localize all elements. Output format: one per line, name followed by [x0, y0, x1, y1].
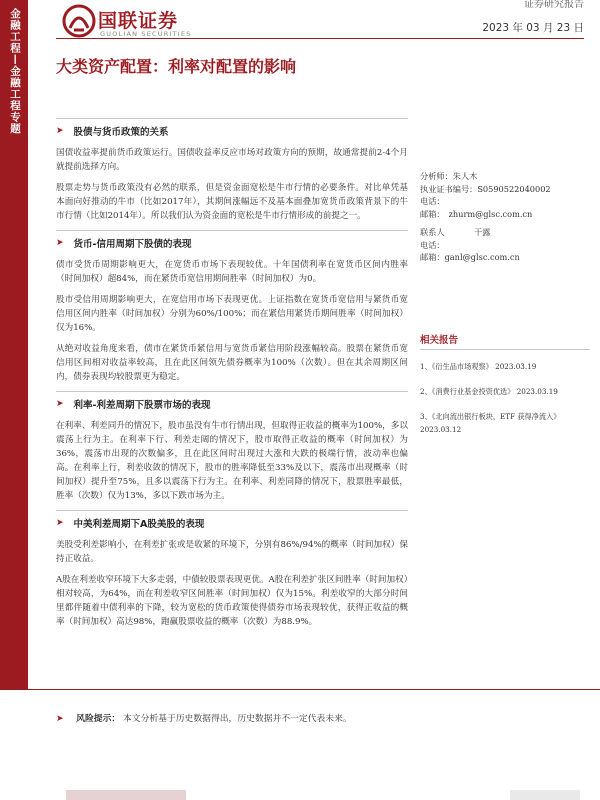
- section-heading: ➤ 货币-信用周期下股债的表现: [56, 230, 408, 250]
- report-type: 证券研究报告: [524, 0, 584, 10]
- risk-notice: [56, 712, 408, 727]
- section-1: [56, 118, 408, 223]
- contact-name: 干露: [474, 227, 491, 237]
- paragraph: A股在利差收窄环境下大多走弱，中債较股票表现更优。A股在利差扩张区间胜率（时间加权）相对较高，为64%，而在利差收窄区间胜率（时间加权）仅为15%。利差收窄的大部分时间里都伴随着中债利率的下降，较为宽松的货币政策使得债券市场表现较优，获得正收益的概率（时间加权）高达98%，跑赢股票收益的概率（次数）为88.9%。: [56, 575, 408, 627]
- paragraph: 股票走势与货币政策没有必然的联系，但是资金面宽松是牛市行情的必要条件。对比单凭基本面向好推动的牛市（比如2017年），其期间涨幅远不及基本面叠加宽货币政策背景下的牛市行情（比如2014年）。所以我们认为资金面的宽松是牛市行情形成的前提之一。: [56, 183, 408, 221]
- related-item[interactable]: 3、《北向流出银行板块，ETF 获得净流入》 2023.03.12: [420, 412, 561, 434]
- footer-band: [66, 790, 186, 800]
- analyst-phone: 电话：: [420, 196, 445, 206]
- logo-mark-icon: [62, 4, 96, 38]
- paragraph: 美股受利差影响小，在利差扩张或是收紧的环境下，分别有86%/94%的概率（时间加权）保持正收益。: [56, 540, 408, 564]
- paragraph: 股市受信用周期影响更大，在宽信用市场下表现更优。上证指数在宽货币宽信用与紧货币宽信用区间内胜率（时间加权）分别为60%/100%；而在紧信用紧货币期间胜率（时间加权）仅为16%。: [56, 295, 408, 333]
- analyst-name: 分析师：朱人木: [420, 171, 478, 181]
- section-3: [56, 391, 408, 503]
- paragraph: 从绝对收益角度来看，债市在紧货币紧信用与宽货币紧信用阶段涨幅较高。股票在紧货币宽信用区间相对收益率较高，且在此区间领先债券概率为100%（次数）。但在其余周期区间内，债券表现均较股票更为稳定。: [56, 344, 408, 382]
- page-title: 大类资产配置：利率对配置的影响: [56, 57, 297, 76]
- contact-email[interactable]: 邮箱：ganl@glsc.com.cn: [420, 252, 520, 262]
- related-title: 相关报告: [420, 332, 590, 350]
- section-heading: ➤ 股债与货币政策的关系: [56, 118, 408, 138]
- analyst-email-row: 邮箱： zhurm@glsc.com.cn: [420, 208, 533, 219]
- section-2: [56, 230, 408, 384]
- arrow-icon: ➤: [56, 399, 64, 409]
- header-divider: [56, 38, 584, 39]
- related-reports: [420, 332, 590, 448]
- analyst-info: [420, 170, 590, 264]
- company-name-en: GUOLIAN SECURITIES: [100, 30, 192, 38]
- related-item[interactable]: 1、《衍生品市场观察》 2023.03.19: [420, 362, 537, 371]
- section-heading: ➤ 利率-利差周期下股票市场的表现: [56, 391, 408, 411]
- arrow-icon: ➤: [56, 714, 64, 724]
- paragraph: 国债收益率提前货币政策运行。国债收益率反应市场对政策方向的预期，故通常提前2-4个月就提前选择方向。: [56, 148, 408, 172]
- arrow-icon: ➤: [56, 518, 64, 528]
- company-logo: [62, 4, 212, 40]
- analyst-cert: 执业证书编号：S0590522040002: [420, 183, 551, 194]
- risk-text: 本文分析基于历史数据得出，历史数据并不一定代表未来。: [122, 714, 352, 724]
- side-band: [0, 0, 28, 690]
- section-heading: ➤ 中美利差周期下A股美股的表现: [56, 510, 408, 530]
- footer-band-right: [510, 790, 580, 800]
- paragraph: 在利率、利差同升的情况下，股市虽没有牛市行情出现，但取得正收益的概率为100%，多以震荡上行为主。在利率下行、利差走阔的情况下，股市取得正收益的概率（时间加权）为36%，震荡市出现的次数偏多，且在此区间时出现过大涨和大跌的极端行情，波动率也偏高。在利率上行，利差收敛的情况下，股市的胜率降低至33%及以下，震荡市出现概率（时间加权）提升至75%，且多以震荡下行为主。在利率、利差同降的情况下，股票胜率最低，胜率（次数）仅为13%，多以下跌市场为主。: [56, 421, 408, 501]
- analyst-email[interactable]: zhurm@glsc.com.cn: [448, 208, 533, 219]
- risk-label: 风险提示：: [76, 714, 121, 724]
- paragraph: 债市受货币周期影响更大，在宽货币市场下表现较优。十年国债利率在宽货币区间内胜率（时间加权）超84%，而在紧货币宽信用期间胜率（时间加权）为0。: [56, 260, 408, 284]
- arrow-icon: ➤: [56, 238, 64, 248]
- arrow-icon: ➤: [56, 126, 64, 136]
- section-4: [56, 510, 408, 629]
- side-label: 金融工程—金融工程专题: [9, 8, 21, 135]
- main-content: [56, 118, 408, 636]
- report-date: 2023 年 03 月 23 日: [482, 22, 584, 34]
- company-name-cn: 国联证券: [98, 10, 179, 32]
- related-item[interactable]: 2、《消费行业基金投资优选》 2023.03.19: [420, 387, 558, 396]
- contact-phone: 电话：: [420, 239, 445, 250]
- contact-row: 联系人 干露: [420, 227, 491, 237]
